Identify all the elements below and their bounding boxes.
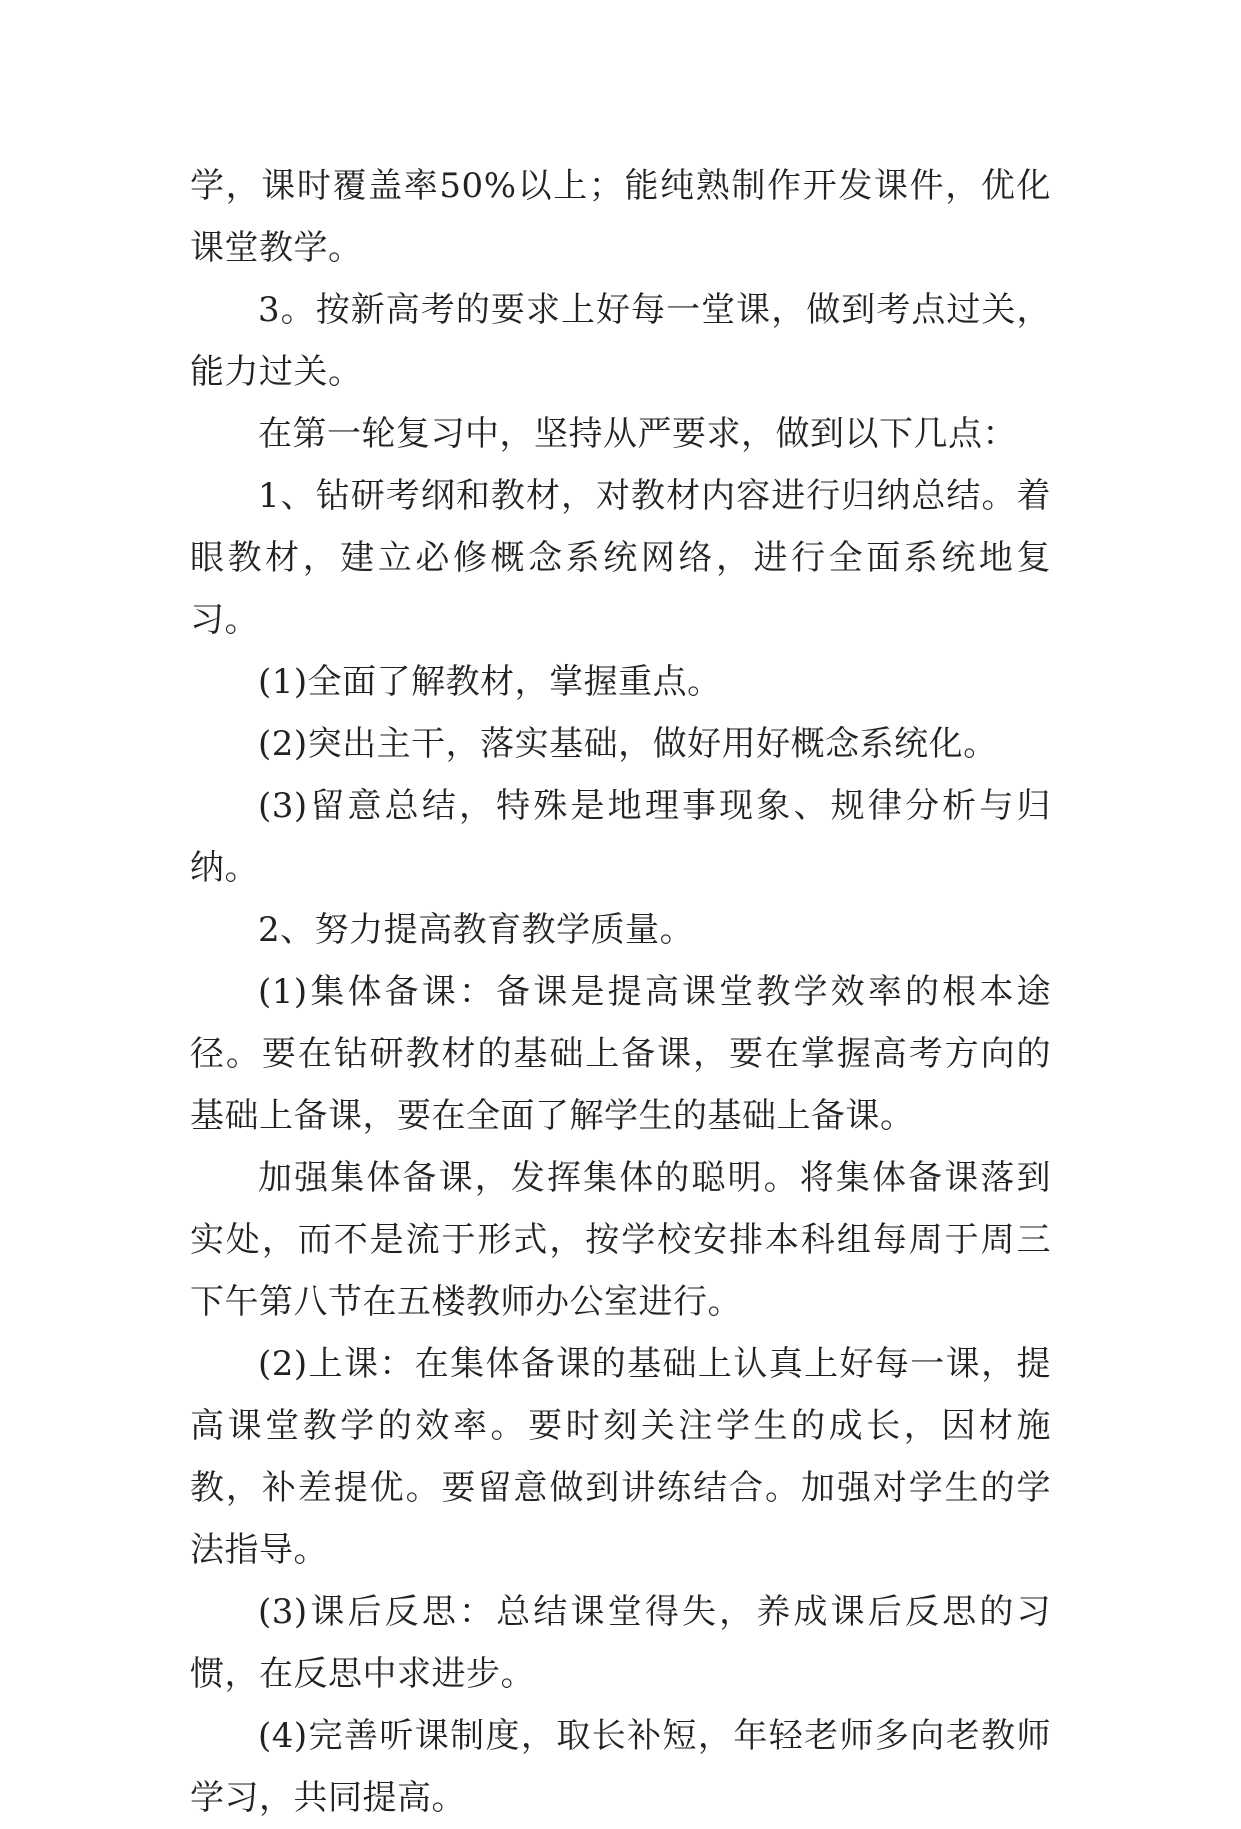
paragraph-point-2: 2、努力提高教育教学质量。	[258, 910, 695, 950]
paragraph-subpoint-2-3: (3)课后反思：总结课堂得失，养成课后反思的习惯，在反思中求进步。	[190, 1592, 1051, 1694]
paragraph-subpoint-1-2: (2)突出主干，落实基础，做好用好概念系统化。	[258, 724, 998, 764]
paragraph-group-prep: 加强集体备课，发挥集体的聪明。将集体备课落到实处，而不是流于形式，按学校安排本科组每周于周三下午第八节在五楼教师办公室进行。	[190, 1158, 1051, 1322]
paragraph-subpoint-2-1: (1)集体备课：备课是提高课堂教学效率的根本途径。要在钻研教材的基础上备课，要在掌握高考方向的基础上备课，要在全面了解学生的基础上备课。	[190, 972, 1051, 1136]
paragraph-continuation: 学，课时覆盖率50%以上；能纯熟制作开发课件，优化课堂教学。	[190, 166, 1051, 268]
document-body	[190, 155, 1051, 1829]
paragraph-review-intro: 在第一轮复习中，坚持从严要求，做到以下几点：	[258, 414, 1017, 454]
paragraph-subpoint-2-4: (4)完善听课制度，取长补短，年轻老师多向老教师学习，共同提高。	[190, 1716, 1051, 1818]
paragraph-point-1: 1、钻研考纲和教材，对教材内容进行归纳总结。着眼教材，建立必修概念系统网络，进行全面系统地复习。	[190, 476, 1051, 640]
paragraph-subpoint-2-2: (2)上课：在集体备课的基础上认真上好每一课，提高课堂教学的效率。要时刻关注学生的成长，因材施教，补差提优。要留意做到讲练结合。加强对学生的学法指导。	[190, 1344, 1051, 1570]
paragraph-subpoint-1-3: (3)留意总结，特殊是地理事现象、规律分析与归纳。	[190, 786, 1051, 888]
paragraph-item-3: 3。按新高考的要求上好每一堂课，做到考点过关，能力过关。	[190, 290, 1051, 392]
paragraph-subpoint-1-1: (1)全面了解教材，掌握重点。	[258, 662, 722, 702]
